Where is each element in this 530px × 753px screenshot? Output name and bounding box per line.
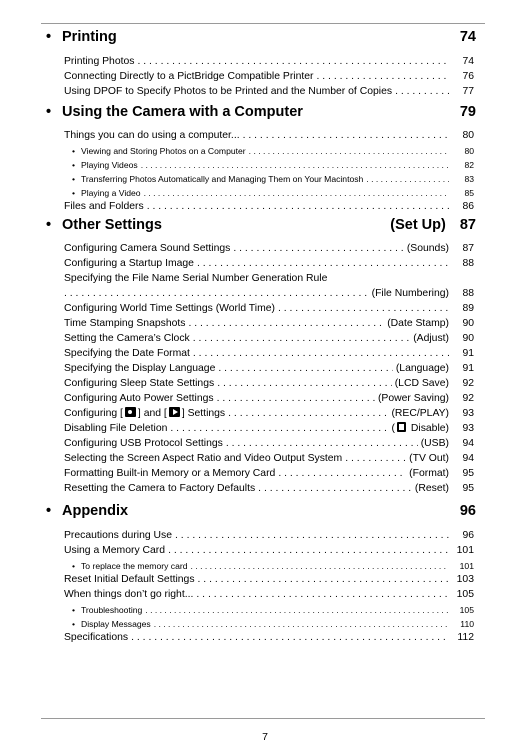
toc-entry[interactable]: Things you can do using a computer... . . . 80 <box>64 129 474 143</box>
section-bullet: • <box>46 217 52 233</box>
section-page: 79 <box>459 104 476 120</box>
toc-entry[interactable]: Specifications . . . 112 <box>64 631 474 645</box>
toc-entry[interactable]: Specifying the Date Format . . . 91 <box>64 347 474 361</box>
section-page: 96 <box>459 503 476 519</box>
toc-entry[interactable]: Time Stamping Snapshots . . . (Date Stamp) 90 <box>64 317 474 331</box>
bottom-rule <box>41 718 485 719</box>
toc-entry[interactable]: Configuring [ ] and [ ] Settings . . . (REC/PLAY) 93 <box>64 407 474 421</box>
toc-entry[interactable]: Disabling File Deletion . . . ( Disable) 93 <box>64 422 474 436</box>
toc-entry[interactable]: Configuring USB Protocol Settings . . . (USB) 94 <box>64 437 474 451</box>
toc-entry[interactable]: When things don’t go right... . . . 105 <box>64 588 474 602</box>
section-bullet: • <box>46 29 52 45</box>
section-page: 87 <box>459 217 476 233</box>
toc-subentry[interactable]: • Transferring Photos Automatically and Managing Them on Your Macintosh . . . 83 <box>72 172 474 186</box>
section-printing <box>46 25 476 49</box>
toc-entry[interactable]: Precautions during Use . . . 96 <box>64 529 474 543</box>
toc-entry[interactable]: Setting the Camera’s Clock . . . (Adjust) 90 <box>64 332 474 346</box>
section-title: Other Settings <box>62 217 162 233</box>
toc-entry[interactable]: Configuring World Time Settings (World Time) . . . 89 <box>64 302 474 316</box>
toc-entry[interactable]: Printing Photos . . . 74 <box>64 55 474 69</box>
section-paren: (Set Up) <box>390 217 446 233</box>
section-title: Printing <box>62 29 117 45</box>
toc-entry[interactable]: Configuring a Startup Image . . . 88 <box>64 257 474 271</box>
toc-entry[interactable]: Files and Folders . . . 86 <box>64 200 474 214</box>
section-bullet: • <box>46 503 52 519</box>
toc-subentry[interactable]: • Playing Videos . . . 82 <box>72 158 474 172</box>
section-title: Appendix <box>62 503 129 519</box>
section-title: Using the Camera with a Computer <box>62 104 303 120</box>
section-page: 74 <box>459 29 476 45</box>
toc-entry[interactable]: Using DPOF to Specify Photos to be Printed and the Number of Copies . . . 77 <box>64 85 474 99</box>
toc-entry[interactable]: Connecting Directly to a PictBridge Compatible Printer . . . 76 <box>64 70 474 84</box>
page-number: 7 <box>262 731 268 743</box>
toc-entry[interactable]: Using a Memory Card . . . 101 <box>64 544 474 558</box>
toc-subentry[interactable]: • To replace the memory card . . . 101 <box>72 559 474 573</box>
toc-entry[interactable]: Configuring Camera Sound Settings . . . (Sounds) 87 <box>64 242 474 256</box>
lock-icon <box>397 422 406 432</box>
toc-entry[interactable]: Reset Initial Default Settings . . . 103 <box>64 573 474 587</box>
top-rule <box>41 23 485 24</box>
toc-entry[interactable]: Formatting Built-in Memory or a Memory Card . . . (Format) 95 <box>64 467 474 481</box>
section-computer <box>46 100 476 124</box>
toc-entry[interactable]: Resetting the Camera to Factory Defaults . . . (Reset) 95 <box>64 482 474 496</box>
section-bullet: • <box>46 104 52 120</box>
toc-entry[interactable]: Configuring Sleep State Settings . . . (LCD Save) 92 <box>64 377 474 391</box>
section-appendix <box>46 499 476 523</box>
toc-entry[interactable]: Specifying the File Name Serial Number Generation Rule <box>64 273 328 284</box>
toc-entry[interactable]: Specifying the Display Language . . . (Language) 91 <box>64 362 474 376</box>
camera-icon <box>125 407 136 417</box>
play-icon <box>169 407 180 417</box>
toc-entry[interactable]: Configuring Auto Power Settings . . . (Power Saving) 92 <box>64 392 474 406</box>
toc-subentry[interactable]: • Troubleshooting . . . 105 <box>72 603 474 617</box>
toc-subentry[interactable]: • Playing a Video . . . 85 <box>72 186 474 200</box>
toc-entry[interactable]: Selecting the Screen Aspect Ratio and Video Output System . . . (TV Out) 94 <box>64 452 474 466</box>
toc-subentry[interactable]: • Display Messages . . . 110 <box>72 617 474 631</box>
toc-subentry[interactable]: • Viewing and Storing Photos on a Computer . . . 80 <box>72 144 474 158</box>
toc-entry[interactable]: . . . (File Numbering) 88 <box>64 287 474 301</box>
section-settings <box>46 213 476 237</box>
